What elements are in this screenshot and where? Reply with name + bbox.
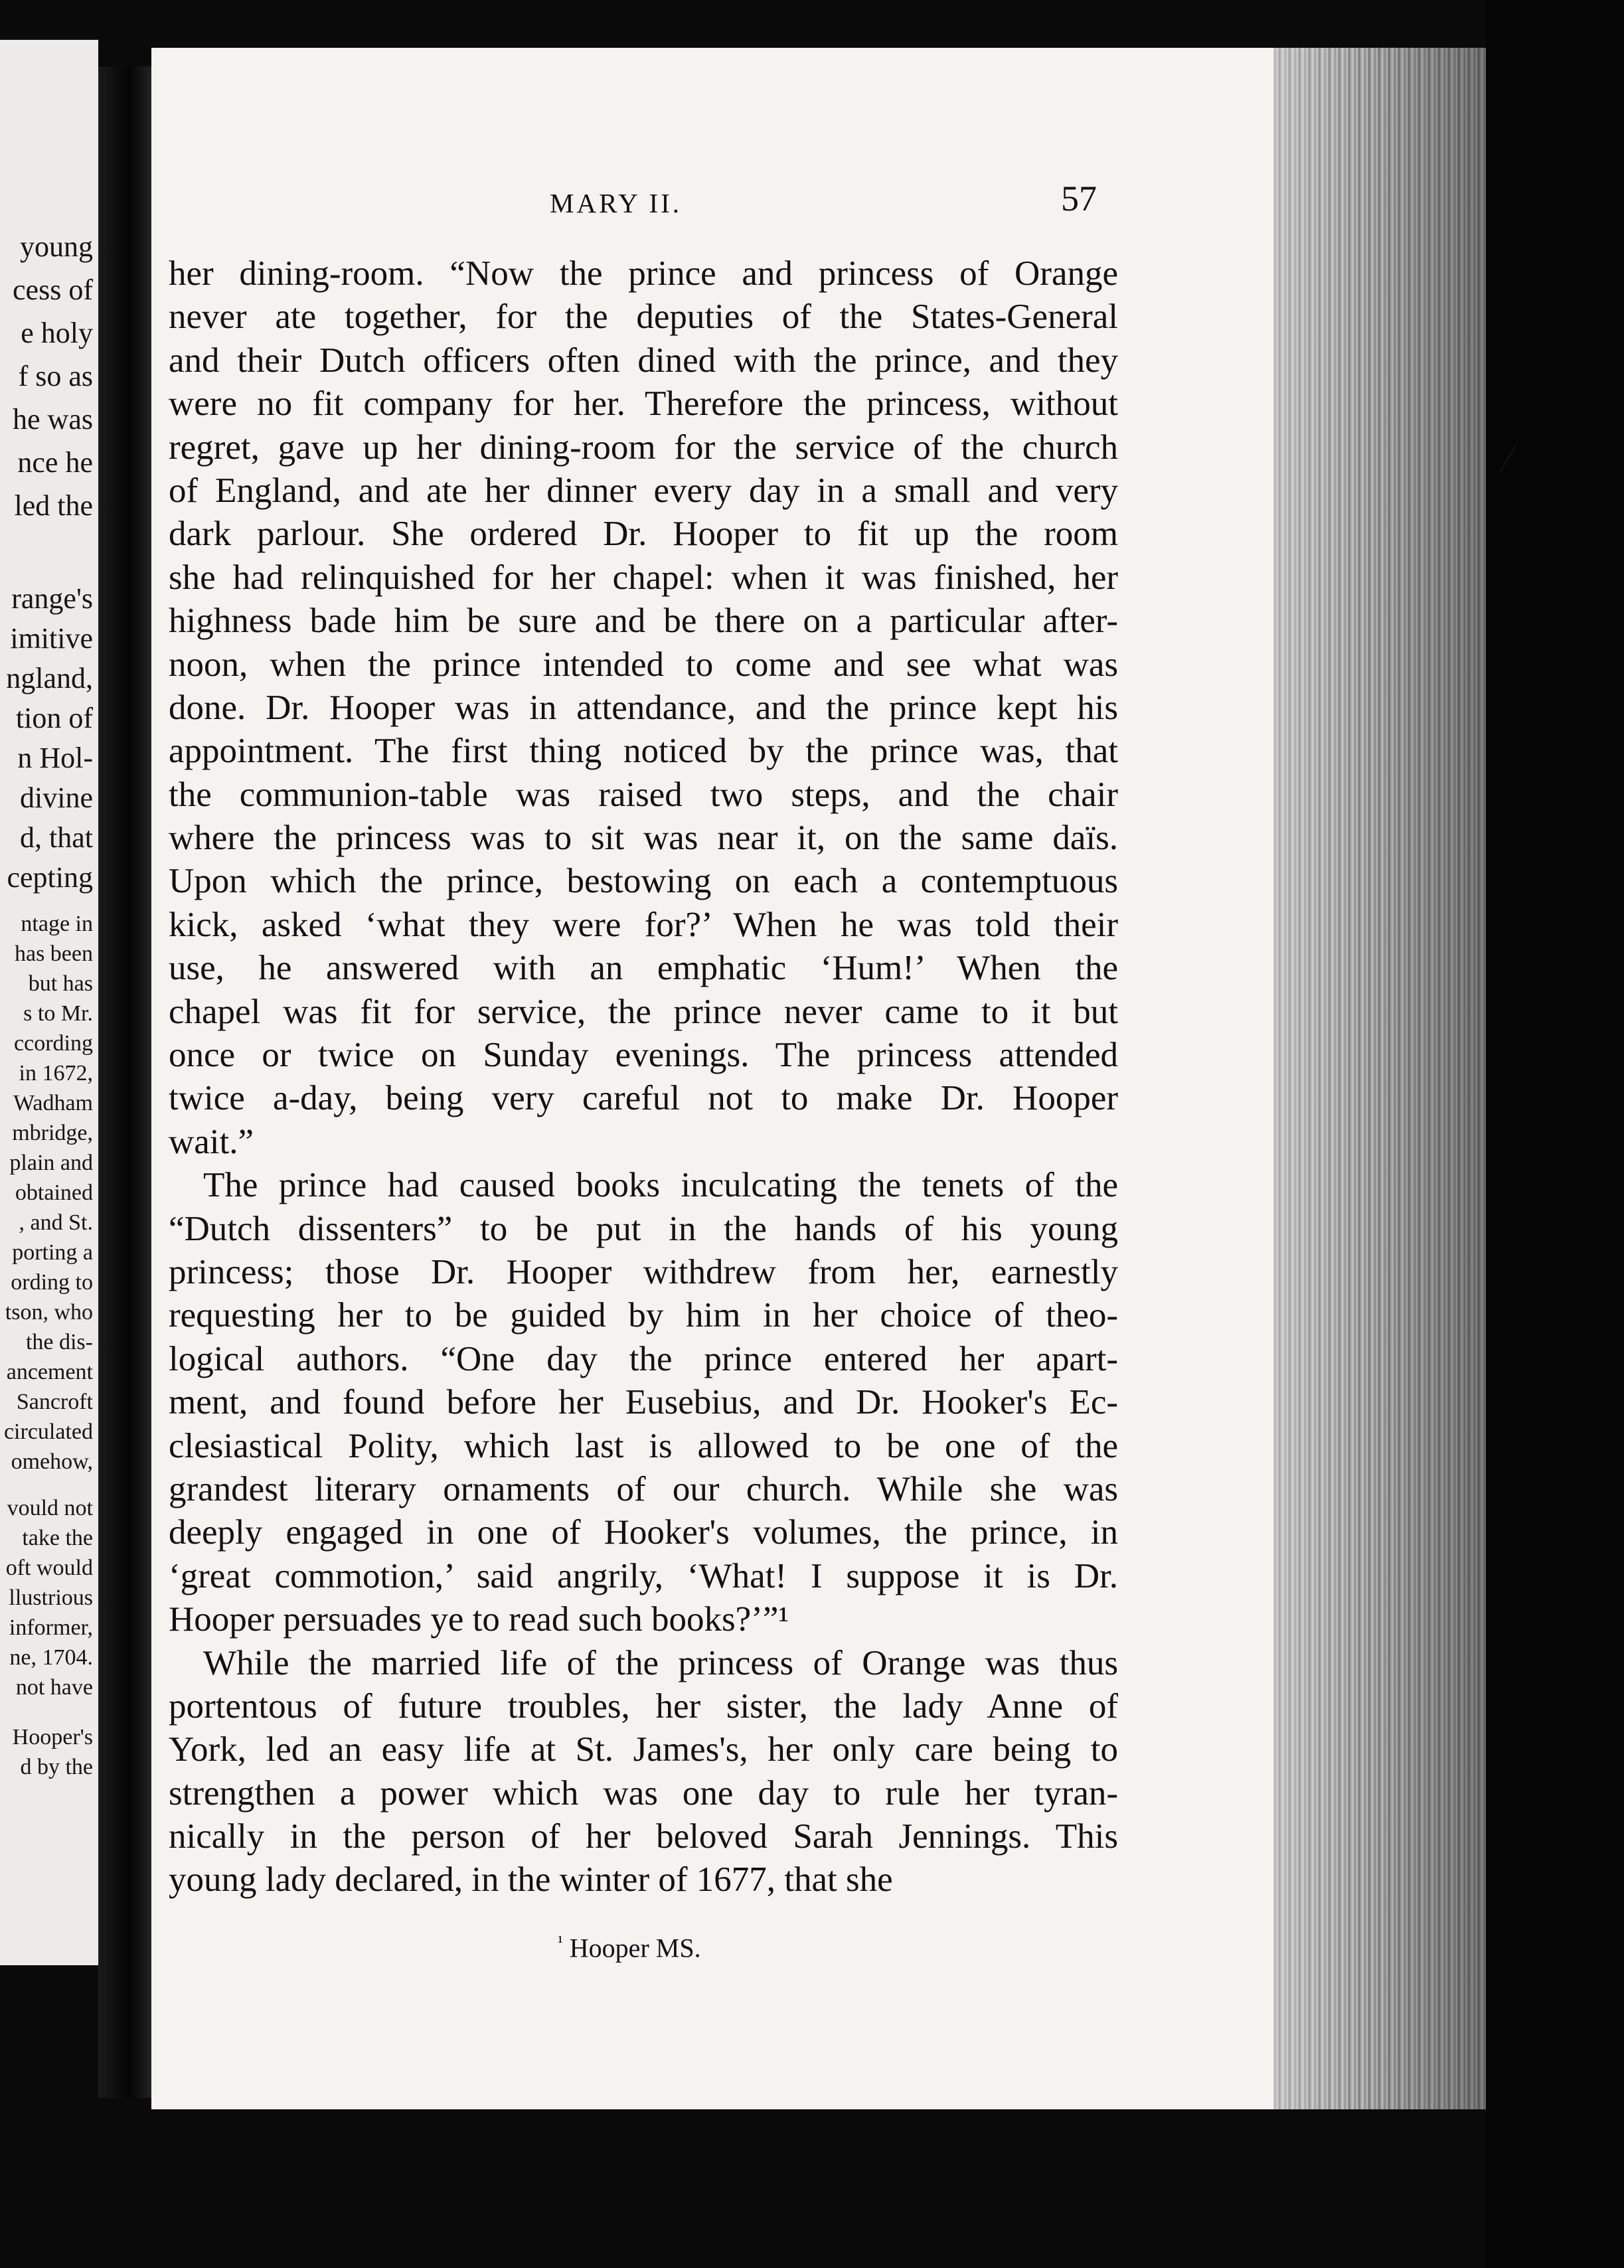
- text-line: twice a-day, being very careful not to make Dr. Hooper: [169, 1079, 1118, 1118]
- text-line: noon, when the prince intended to come and see what was: [169, 645, 1118, 684]
- text-line: grandest literary ornaments of our church. While she was: [169, 1469, 1118, 1508]
- left-page-line: informer,: [9, 1615, 93, 1640]
- left-page-line: led the: [14, 489, 93, 522]
- text-line: wait.”: [169, 1122, 254, 1161]
- text-line: the communion-table was raised two steps, and the chair: [169, 775, 1118, 814]
- page-edges-shade: [1273, 48, 1486, 2109]
- text-line: done. Dr. Hooper was in attendance, and the prince kept his: [169, 688, 1118, 727]
- text-line: and their Dutch officers often dined with the prince, and they: [169, 341, 1118, 380]
- left-page-line: tion of: [15, 702, 93, 734]
- body-text: [169, 252, 1118, 1902]
- left-page-line: mbridge,: [12, 1121, 93, 1145]
- text-line: dark parlour. She ordered Dr. Hooper to fit up the room: [169, 515, 1118, 554]
- text-line: her dining-room. “Now the prince and princess of Orange: [169, 254, 1118, 293]
- text-line: kick, asked ‘what they were for?’ When he was told their: [169, 905, 1118, 944]
- left-page-line: ne, 1704.: [9, 1645, 93, 1670]
- left-page-line: vould not: [7, 1496, 93, 1520]
- left-page-line: d, that: [20, 821, 93, 854]
- left-page-line: Sancroft: [16, 1390, 93, 1414]
- text-line: never ate together, for the deputies of the States-General: [169, 297, 1118, 337]
- page-number: 57: [1061, 179, 1097, 218]
- left-page-line: n Hol-: [17, 742, 93, 774]
- text-line: princess; those Dr. Hooper withdrew from her, earnestly: [169, 1252, 1118, 1291]
- text-line: strengthen a power which was one day to rule her tyran-: [169, 1773, 1118, 1813]
- left-page-line: porting a: [12, 1240, 93, 1265]
- text-line: chapel was fit for service, the prince never came to it but: [169, 992, 1118, 1031]
- left-page-fragment: [0, 40, 98, 1965]
- left-page-line: ngland,: [6, 662, 93, 694]
- left-page-line: circulated: [3, 1419, 93, 1444]
- text-line: where the princess was to sit was near it, on the same daïs.: [169, 819, 1118, 858]
- left-page-line: Hooper's: [12, 1725, 93, 1749]
- text-line: she had relinquished for her chapel: when it was finished, her: [169, 558, 1118, 597]
- footnote: [558, 1932, 701, 1963]
- text-line: appointment. The first thing noticed by the prince was, that: [169, 732, 1118, 771]
- left-page-line: d by the: [20, 1755, 93, 1779]
- left-page-line: tson, who: [5, 1300, 93, 1325]
- text-line: once or twice on Sunday evenings. The princess attended: [169, 1036, 1118, 1075]
- book-gutter: [98, 66, 151, 2098]
- left-page-line: plain and: [9, 1151, 93, 1175]
- left-page-line: nce he: [17, 446, 93, 479]
- left-page-line: s to Mr.: [23, 1001, 93, 1026]
- text-line: ment, and found before her Eusebius, and Dr. Hooker's Ec-: [169, 1383, 1118, 1422]
- running-head: MARY II.: [550, 188, 683, 218]
- left-page-line: f so as: [18, 360, 93, 392]
- footnote-marker: ¹: [558, 1932, 563, 1951]
- text-line: The prince had caused books inculcating the tenets of the: [203, 1166, 1118, 1205]
- left-page-line: the dis-: [25, 1330, 93, 1354]
- left-page-line: take the: [22, 1526, 93, 1550]
- text-line: “Dutch dissenters” to be put in the hands of his young: [169, 1209, 1118, 1248]
- footnote-text: Hooper MS.: [569, 1933, 701, 1963]
- text-line: ‘great commotion,’ said angrily, ‘What! I suppose it is Dr.: [169, 1556, 1118, 1595]
- text-line: nically in the person of her beloved Sarah Jennings. This: [169, 1817, 1118, 1856]
- text-line: use, he answered with an emphatic ‘Hum!’ When the: [169, 949, 1118, 988]
- left-page-line: cess of: [13, 274, 93, 306]
- text-line: clesiastical Polity, which last is allowed to be one of the: [169, 1426, 1118, 1465]
- text-line: portentous of future troubles, her sister, the lady Anne of: [169, 1686, 1118, 1726]
- left-page-line: ntage in: [21, 912, 93, 936]
- left-page-line: omehow,: [11, 1449, 93, 1474]
- left-page-line: not have: [15, 1675, 93, 1700]
- left-page-line: has been: [14, 941, 93, 966]
- left-page-line: e holy: [21, 317, 93, 349]
- left-page-line: obtained: [15, 1180, 93, 1205]
- text-line: of England, and ate her dinner every day in a small and very: [169, 471, 1118, 510]
- left-page-line: young: [20, 230, 93, 263]
- left-page-line: Wadham: [13, 1091, 93, 1115]
- text-line: Upon which the prince, bestowing on each a contemptuous: [169, 862, 1118, 901]
- left-page-line: imitive: [10, 622, 93, 655]
- left-page-line: ancement: [6, 1360, 93, 1384]
- left-page-line: oft would: [5, 1556, 93, 1580]
- left-page-line: llustrious: [9, 1585, 93, 1610]
- text-line: young lady declared, in the winter of 1677, that she: [169, 1860, 893, 1900]
- left-page-line: in 1672,: [19, 1061, 93, 1086]
- text-line: York, led an easy life at St. James's, her only care being to: [169, 1730, 1118, 1769]
- text-line: logical authors. “One day the prince entered her apart-: [169, 1339, 1118, 1378]
- left-page-line: cepting: [7, 861, 93, 894]
- text-line: requesting her to be guided by him in her choice of theo-: [169, 1296, 1118, 1335]
- left-page-line: , and St.: [19, 1210, 93, 1235]
- left-page-line: divine: [20, 781, 93, 814]
- background-right: [1486, 0, 1624, 2268]
- text-line: deeply engaged in one of Hooker's volumes, the prince, in: [169, 1513, 1118, 1552]
- text-line: were no fit company for her. Therefore the princess, without: [169, 384, 1118, 424]
- text-line: highness bade him be sure and be there on a particular after-: [169, 602, 1118, 641]
- text-line: While the married life of the princess of Orange was thus: [203, 1643, 1118, 1682]
- left-page-line: ccording: [14, 1031, 93, 1056]
- text-line: Hooper persuades ye to read such books?’”¹: [169, 1600, 789, 1639]
- left-page-line: range's: [11, 582, 93, 615]
- text-line: regret, gave up her dining-room for the service of the church: [169, 428, 1118, 467]
- left-page-line: ording to: [11, 1270, 93, 1295]
- left-page-line: he was: [13, 403, 93, 436]
- left-page-line: but has: [28, 971, 93, 996]
